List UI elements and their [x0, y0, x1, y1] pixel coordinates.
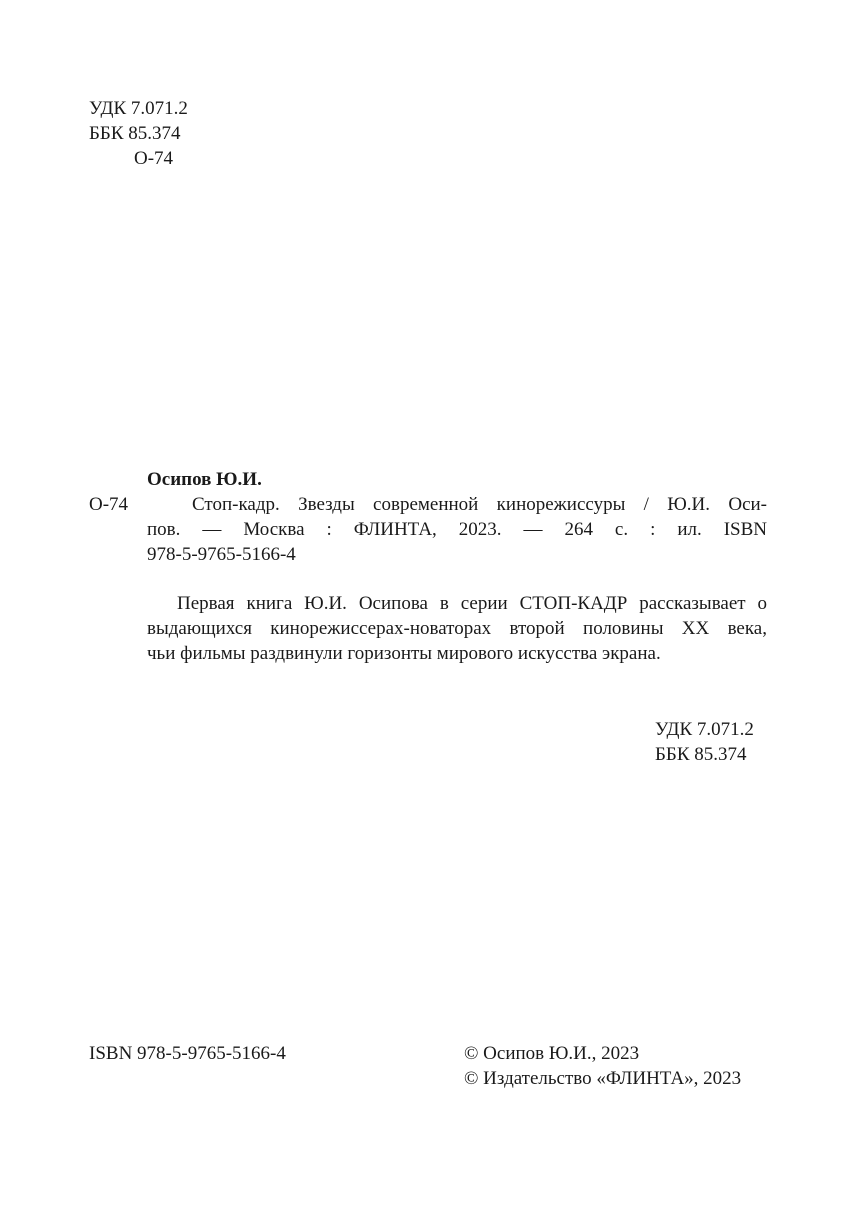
author-mark: О-74	[134, 148, 174, 169]
bbk-code-bottom: ББК 85.374	[655, 744, 747, 765]
bib-line-1: Стоп-кадр. Звезды современной кинорежиссуры / Ю.И. Оси-	[192, 494, 767, 515]
card-author-mark: О-74	[89, 494, 129, 515]
udk-code: УДК 7.071.2	[89, 98, 188, 119]
udk-code-bottom: УДК 7.071.2	[655, 719, 754, 740]
bottom-classification-codes	[655, 717, 754, 767]
isbn-footer: ISBN 978-5-9765-5166-4	[89, 1043, 286, 1064]
annotation-line-1: Первая книга Ю.И. Осипова в серии СТОП-КАДР рассказывает о	[177, 593, 767, 614]
top-classification-codes	[89, 96, 188, 171]
bibliographic-description	[147, 492, 767, 567]
copyright-publisher: © Издательство «ФЛИНТА», 2023	[464, 1068, 742, 1089]
copyright-block	[464, 1041, 741, 1091]
bib-line-2: пов. — Москва : ФЛИНТА, 2023. — 264 с. : ил. ISBN	[147, 519, 767, 540]
annotation-line-3: чьи фильмы раздвинули горизонты мирового искусства экрана.	[147, 643, 661, 664]
bbk-code: ББК 85.374	[89, 123, 181, 144]
annotation	[147, 591, 767, 666]
author-heading: Осипов Ю.И.	[147, 469, 262, 490]
bib-line-3: 978-5-9765-5166-4	[147, 544, 296, 565]
annotation-line-2: выдающихся кинорежиссерах-новаторах второй половины XX века,	[147, 618, 767, 639]
copyright-author: © Осипов Ю.И., 2023	[464, 1043, 640, 1064]
